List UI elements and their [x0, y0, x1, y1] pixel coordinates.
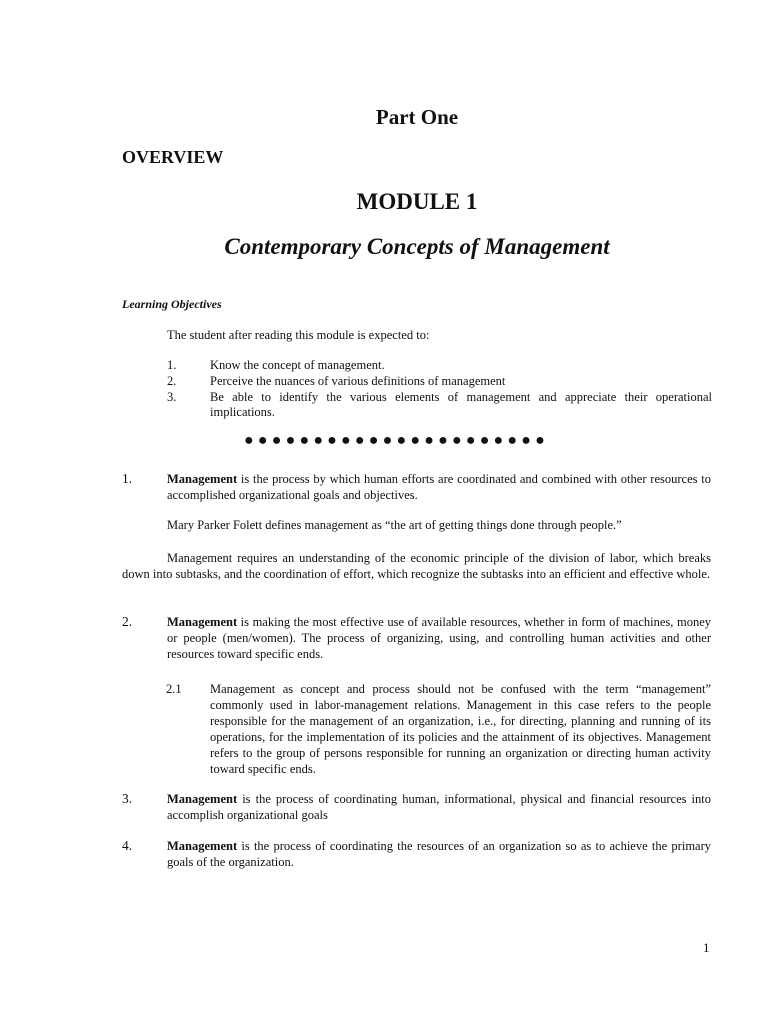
- module-subtitle: Contemporary Concepts of Management: [224, 234, 610, 259]
- point-text: [167, 791, 711, 823]
- learning-objectives-heading: Learning Objectives: [122, 297, 222, 311]
- objective-number: 3.: [167, 390, 177, 404]
- point-term: Management: [167, 472, 238, 486]
- follett-quote: Mary Parker Folett defines management as “the art of getting things done through people.”: [167, 518, 622, 532]
- objective-number: 2.: [167, 374, 177, 388]
- point-number: 3.: [122, 791, 133, 806]
- objective-item: [167, 358, 712, 373]
- division-paragraph: Management requires an understanding of the economic principle of the division of labor, which breaks down into subtasks, and the coordination of effort, which recognize the subtasks into an efficient and effective whole.: [122, 551, 711, 581]
- point-term: Management: [167, 792, 238, 806]
- objective-item: [167, 374, 712, 389]
- objective-text: Perceive the nuances of various definitions of management: [210, 374, 506, 388]
- objective-number: 1.: [167, 358, 177, 372]
- point-definition: is the process by which human efforts are coordinated and combined with other resources to accomplished organizational goals and objectives.: [167, 472, 711, 502]
- point-number: 1.: [122, 471, 133, 486]
- numbered-point: [122, 838, 711, 870]
- sub-point-number: 2.1: [166, 682, 182, 696]
- bullet-separator: ●●●●●●●●●●●●●●●●●●●●●●: [244, 432, 550, 449]
- sub-point: [166, 681, 711, 777]
- point-term: Management: [167, 839, 238, 853]
- section-heading: OVERVIEW: [122, 147, 224, 167]
- objective-text: Be able to identify the various elements of management and appreciate their operational implications.: [210, 390, 712, 419]
- point-definition: is the process of coordinating the resources of an organization so as to achieve the primary goals of the organization.: [167, 839, 711, 869]
- point-number: 2.: [122, 614, 133, 629]
- point-term: Management: [167, 615, 238, 629]
- page-number: 1: [703, 940, 710, 955]
- point-definition: is making the most effective use of available resources, whether in form of machines, money or people (men/women). The process of organizing, using, and controlling human activities and other resources toward specific ends.: [167, 615, 711, 661]
- numbered-point: [122, 614, 711, 662]
- point-text: [167, 471, 711, 503]
- numbered-point: [122, 471, 711, 503]
- objective-text: Know the concept of management.: [210, 358, 385, 372]
- sub-point-text: Management as concept and process should not be confused with the term “management” commonly used in labor-management relations. Management in this case refers to the people responsible for the management of an organization, i.e., for directing, planning and running of its operations, for the implementation of its policies and the attainment of its objectives. Management refers to the group of persons responsible for running an organization or directing human activity toward specific ends.: [210, 682, 711, 776]
- module-title: MODULE 1: [356, 189, 478, 214]
- point-definition: is the process of coordinating human, informational, physical and financial resources into accomplish organizational goals: [167, 792, 711, 822]
- point-number: 4.: [122, 838, 133, 853]
- point-text: [167, 614, 711, 662]
- objective-item: [167, 390, 712, 420]
- part-title: Part One: [375, 105, 459, 129]
- objectives-intro: The student after reading this module is expected to:: [167, 328, 430, 342]
- numbered-point: [122, 791, 711, 823]
- point-text: [167, 838, 711, 870]
